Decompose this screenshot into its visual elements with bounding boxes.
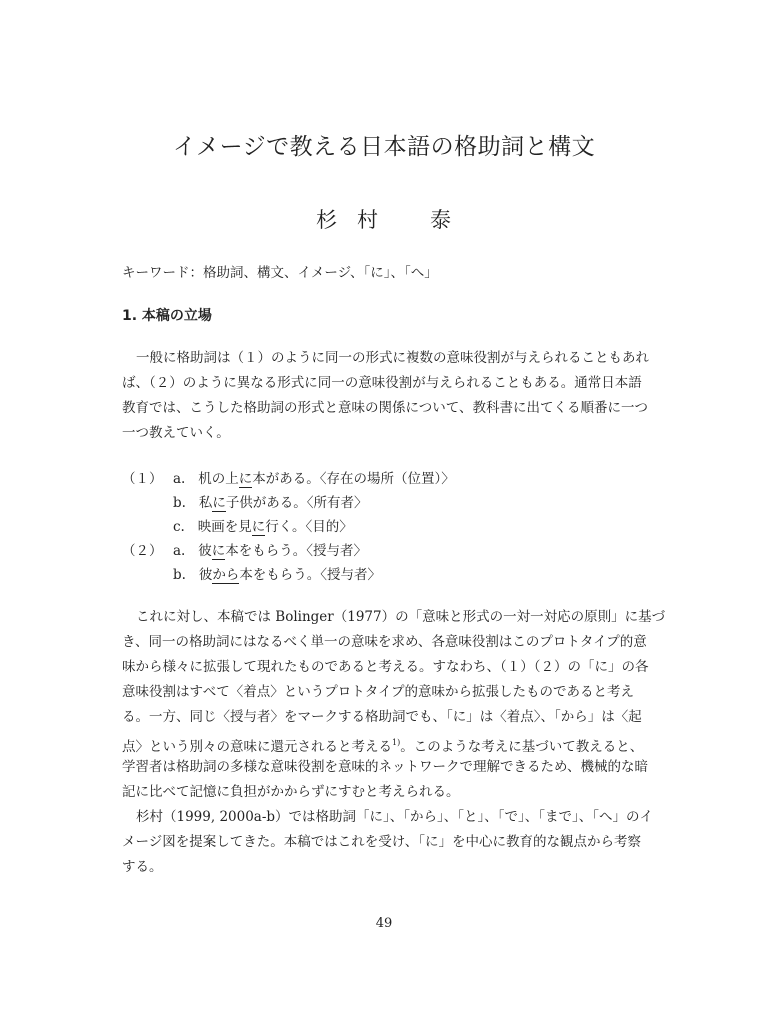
- author-char-3: 泰: [430, 208, 451, 232]
- example-1b: [173, 491, 368, 513]
- example-text: 映画を見: [197, 519, 252, 535]
- underlined-particle: に: [251, 519, 266, 535]
- footnote-marker: 1): [392, 738, 401, 747]
- example-2a: [173, 539, 367, 561]
- paragraph-2: [122, 605, 666, 805]
- paragraph-line: 意味役割はすべて〈着点〉というプロトタイプ的意味から拡張したものであると考え: [122, 684, 635, 700]
- example-text: 机の上: [198, 471, 239, 487]
- paragraph-line: これに対し、本稿では Bolinger（1977）の「意味と形式の一対一対応の原則」に基づ: [136, 609, 666, 625]
- paragraph-line: 味から様々に拡張して現れたものであると考える。すなわち、（１）（２）の「に」の各: [122, 659, 649, 675]
- paragraph-line: 杉村（1999, 2000a-b）では格助詞「に」、「から」、「と」、「で」、「まで」、「へ」のイ: [136, 809, 654, 825]
- paragraph-line: き、同一の格助詞にはなるべく単一の意味を求め、各意味役割はこのプロトタイプ的意: [122, 634, 647, 650]
- paragraph-line: 学習者は格助詞の多様な意味役割を意味的ネットワークで理解できるため、機械的な暗: [122, 759, 648, 775]
- example-text: 本をもらう。〈授与者〉: [225, 543, 367, 559]
- paragraph-line: ば、（２）のように異なる形式に同一の意味役割が与えられることもある。通常日本語: [122, 375, 642, 391]
- example-number-2: （２）: [122, 543, 163, 559]
- example-letter: a.: [173, 543, 186, 559]
- paragraph-line: 一つ教えていく。: [122, 425, 230, 441]
- paragraph-3: [122, 805, 654, 880]
- page-number: 49: [375, 916, 393, 931]
- example-text: 本がある。〈存在の場所（位置）〉: [252, 471, 455, 487]
- example-text: 子供がある。〈所有者〉: [225, 495, 368, 511]
- example-text: 行く。〈目的〉: [265, 519, 353, 535]
- paragraph-text: 点〉という別々の意味に還元されると考える: [122, 739, 392, 755]
- underlined-particle: に: [211, 543, 226, 559]
- underlined-particle: に: [212, 495, 226, 511]
- example-text: 私: [198, 495, 213, 511]
- section-heading: 1. 本稿の立場: [122, 308, 212, 324]
- paragraph-line: [122, 730, 646, 755]
- paragraph-text: 。このような考えに基づいて教えると、: [400, 739, 644, 755]
- example-text: 彼: [198, 543, 212, 559]
- author-name: [0, 204, 768, 234]
- example-letter: b.: [173, 567, 186, 583]
- example-letter: a.: [173, 471, 186, 487]
- paragraph-line: 一般に格助詞は（１）のように同一の形式に複数の意味役割が与えられることもあれ: [136, 350, 649, 366]
- example-letter: b.: [173, 495, 186, 511]
- example-1a: [173, 467, 455, 489]
- example-letter: c.: [173, 519, 185, 535]
- paragraph-line: 記に比べて記憶に負担がかからずにすむと考えられる。: [122, 784, 460, 800]
- example-1c: [173, 515, 353, 537]
- example-number-1: （１）: [122, 471, 163, 487]
- paper-title: イメージで教える日本語の格助詞と構文: [172, 134, 596, 160]
- author-char-2: 村: [357, 208, 378, 232]
- paragraph-line: る。一方、同じ〈授与者〉をマークする格助詞でも、「に」は〈着点〉、「から」は〈起: [122, 709, 642, 725]
- paragraph-line: メージ図を提案してきた。本稿ではこれを受け、「に」を中心に教育的な観点から考察: [122, 834, 641, 850]
- underlined-particle: に: [238, 471, 253, 487]
- paragraph-1: [122, 346, 649, 446]
- example-text: 彼: [198, 567, 213, 583]
- paragraph-line: する。: [122, 859, 163, 875]
- underlined-particle: から: [212, 567, 240, 583]
- author-char-1: 杉: [316, 208, 337, 232]
- example-text: 本をもらう。〈授与者〉: [239, 567, 382, 583]
- paragraph-line: 教育では、こうした格助詞の形式と意味の関係について、教科書に出てくる順番に一つ: [122, 400, 648, 416]
- example-2b: [173, 563, 381, 585]
- keywords-line: キーワード：格助詞、構文、イメージ、「に」、「へ」: [122, 265, 438, 281]
